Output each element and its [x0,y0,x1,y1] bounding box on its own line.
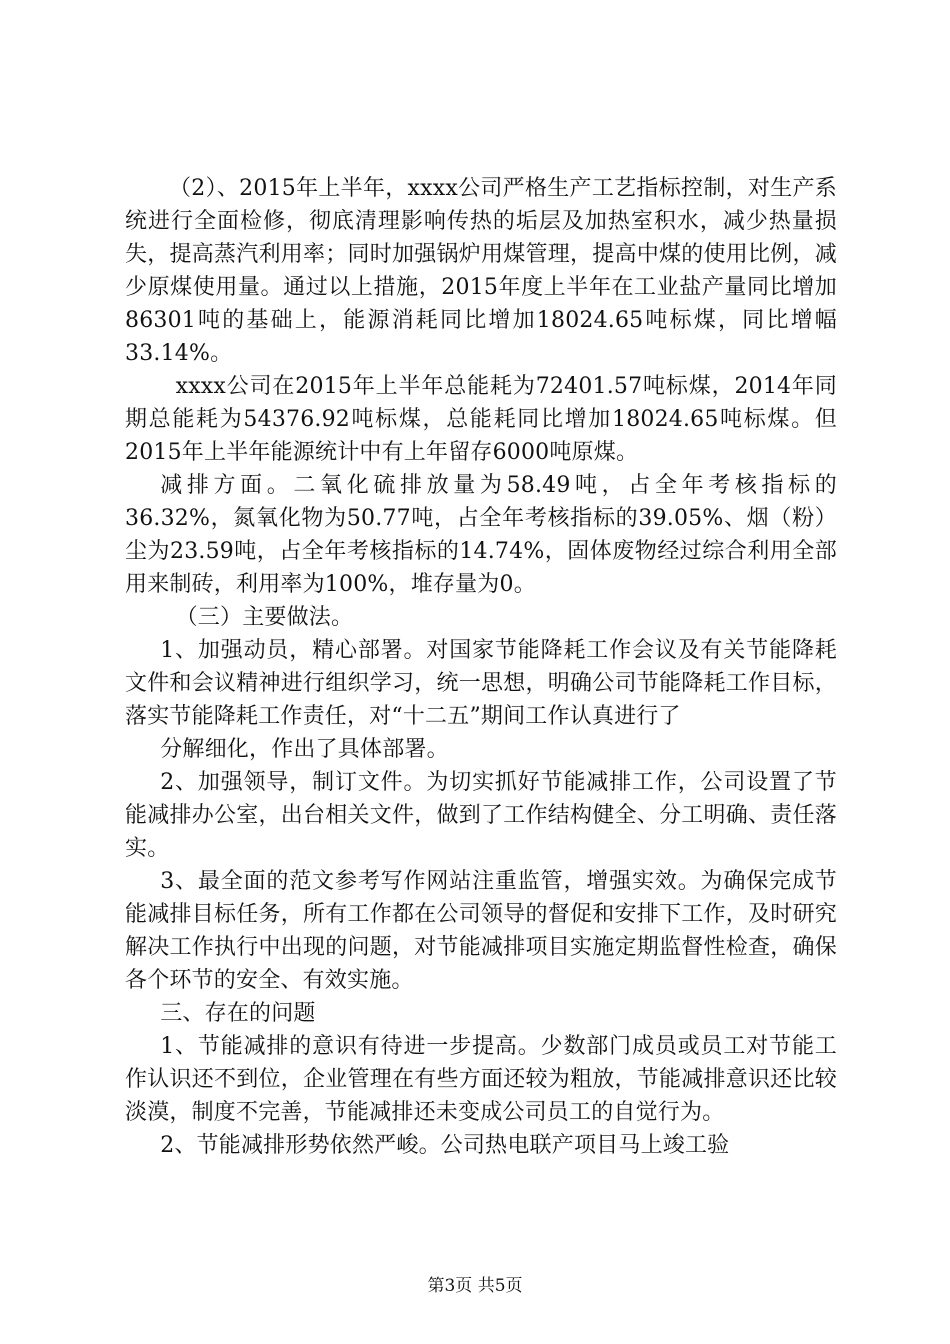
paragraph-practice-1-continued: 分解细化，作出了具体部署。 [160,737,449,762]
paragraph-energy-measures: （2）、2015年上半年，xxxx公司严格生产工艺指标控制，对生产系统进行全面检修，彻底清理影响传热的垢层及加热室积水，减少热量损失，提高蒸汽利用率；同时加强锅炉用煤管理，提高中煤的使用比例，减少原煤使用量。通过以上措施，2015年度上半年在工业盐产量同比增加86301吨的基础上，能源消耗同比增加18024.65吨标煤，同比增幅33.14%。 [125,176,837,366]
page-number-footer: 第3页 共5页 [427,1276,523,1296]
section-heading-problems: 三、存在的问题 [160,1001,316,1026]
section-heading-main-practices: （三）主要做法。 [175,605,354,630]
paragraph-total-energy: xxxx公司在2015年上半年总能耗为72401.57吨标煤，2014年同期总能耗为54376.92吨标煤，总能耗同比增加18024.65吨标煤。但2015年上半年能源统计中有上年留存6000吨原煤。 [125,374,837,465]
paragraph-practice-1: 1、加强动员，精心部署。对国家节能降耗工作会议及有关节能降耗文件和会议精神进行组织学习，统一思想，明确公司节能降耗工作目标，落实节能降耗工作责任，对“十二五”期间工作认真进行了 [125,638,837,729]
document-body [125,172,837,1162]
paragraph-practice-2: 2、加强领导，制订文件。为切实抓好节能减排工作，公司设置了节能减排办公室，出台相关文件，做到了工作结构健全、分工明确、责任落实。 [125,770,837,861]
paragraph-problem-1: 1、节能减排的意识有待进一步提高。少数部门成员或员工对节能工作认识还不到位，企业管理在有些方面还较为粗放，节能减排意识还比较淡漠，制度不完善，节能减排还未变成公司员工的自觉行为。 [125,1034,837,1125]
paragraph-problem-2: 2、节能减排形势依然严峻。公司热电联产项目马上竣工验 [160,1133,730,1158]
paragraph-practice-3: 3、最全面的范文参考写作网站注重监管，增强实效。为确保完成节能减排目标任务，所有工作都在公司领导的督促和安排下工作，及时研究解决工作执行中出现的问题，对节能减排项目实施定期监督性检查，确保各个环节的安全、有效实施。 [125,869,837,993]
paragraph-emission-reduction: 减排方面。二氧化硫排放量为58.49吨，占全年考核指标的36.32%，氮氧化物为50.77吨，占全年考核指标的39.05%、烟（粉）尘为23.59吨，占全年考核指标的14.74%，固体废物经过综合利用全部用来制砖，利用率为100%，堆存量为0。 [125,473,837,597]
